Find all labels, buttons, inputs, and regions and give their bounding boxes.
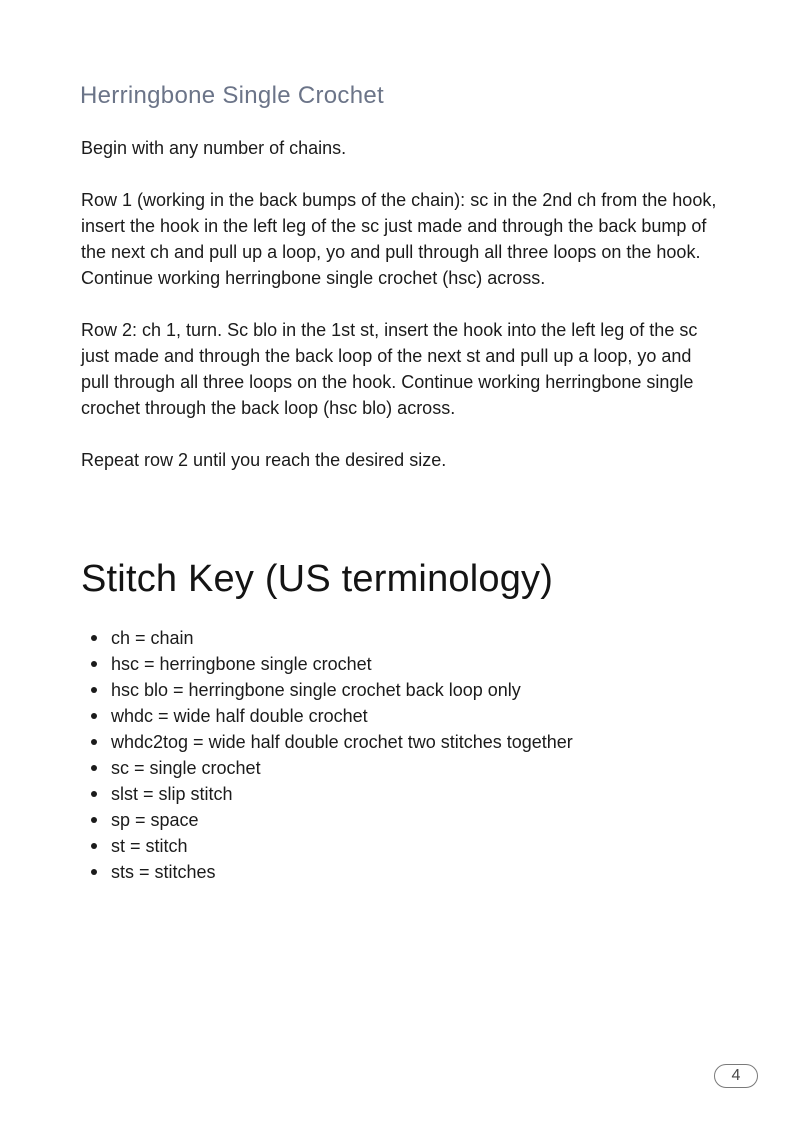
list-item-text: sc = single crochet [111,758,261,778]
page-number: 4 [714,1064,758,1088]
bullet-icon [91,661,97,667]
section-heading: Herringbone Single Crochet [80,82,384,109]
stitch-key-title: Stitch Key (US terminology) [81,558,554,600]
list-item-text: slst = slip stitch [111,784,233,804]
list-item-text: sts = stitches [111,862,216,882]
bullet-icon [91,817,97,823]
list-item-text: sp = space [111,810,199,830]
instruction-paragraph: Row 1 (working in the back bumps of the chain): sc in the 2nd ch from the hook, insert the hook in the left leg of the sc just made and through the back bump of the next ch and pull up a loop, yo and pull through all three loops on the hook. Continue working herringbone single crochet (hsc) across. [81,190,717,288]
bullet-icon [91,869,97,875]
list-item-text: ch = chain [111,628,194,648]
list-item [111,755,573,781]
bullet-icon [91,687,97,693]
instruction-paragraph: Begin with any number of chains. [81,138,347,158]
list-item-text: whdc = wide half double crochet [111,706,368,726]
pattern-instructions [81,135,721,499]
instruction-paragraph: Row 2: ch 1, turn. Sc blo in the 1st st, insert the hook into the left leg of the sc just made and through the back loop of the next st and pull up a loop, yo and pull through all three loops on the hook. Continue working herringbone single crochet through the back loop (hsc blo) across. [81,320,698,418]
list-item [111,807,573,833]
list-item [111,625,573,651]
instruction-paragraph: Repeat row 2 until you reach the desired size. [81,450,447,470]
list-item [111,833,573,859]
list-item [111,729,573,755]
list-item-text: st = stitch [111,836,188,856]
list-item [111,651,573,677]
list-item-text: whdc2tog = wide half double crochet two stitches together [111,732,573,752]
stitch-key-list [111,625,573,885]
bullet-icon [91,739,97,745]
list-item [111,781,573,807]
bullet-icon [91,765,97,771]
bullet-icon [91,843,97,849]
bullet-icon [91,713,97,719]
list-item-text: hsc = herringbone single crochet [111,654,372,674]
list-item [111,859,573,885]
bullet-icon [91,635,97,641]
list-item [111,703,573,729]
list-item-text: hsc blo = herringbone single crochet back loop only [111,680,521,700]
list-item [111,677,573,703]
bullet-icon [91,791,97,797]
